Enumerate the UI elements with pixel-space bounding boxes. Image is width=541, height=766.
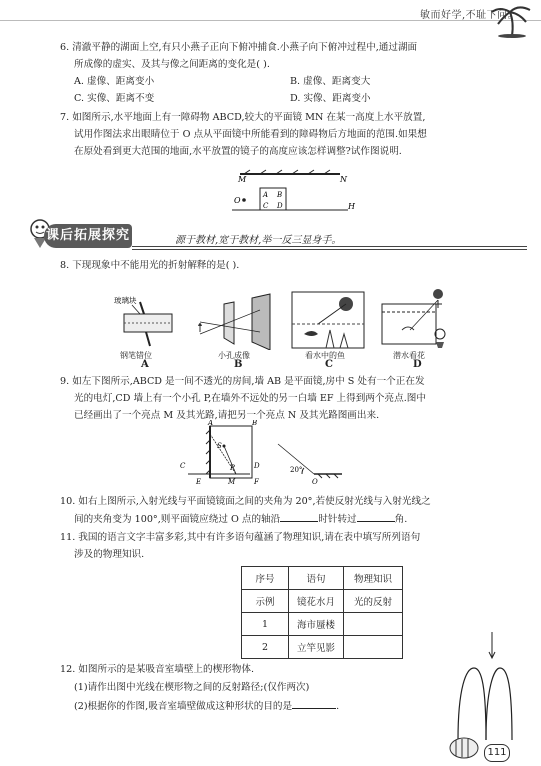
q8-caption-a: 钢笔错位 bbox=[120, 351, 152, 360]
q8-figure-d bbox=[380, 286, 452, 350]
q9-mirror-figure bbox=[274, 438, 344, 486]
section-rule-2 bbox=[132, 249, 527, 250]
table-row bbox=[242, 636, 403, 659]
table-answer-cell[interactable] bbox=[344, 613, 403, 636]
q8-figure-a bbox=[110, 292, 180, 350]
q8-figure-c bbox=[290, 290, 366, 350]
q7-label-b: B bbox=[277, 191, 283, 199]
q8-option-d: D bbox=[413, 359, 422, 370]
q10-blank-angle[interactable] bbox=[357, 511, 395, 522]
q8-option-b: B bbox=[234, 359, 243, 370]
table-header-row bbox=[242, 567, 403, 590]
table-cell: 示例 bbox=[242, 590, 289, 613]
q7-label-d: D bbox=[277, 202, 283, 210]
q8-caption-d: 潜水看花 bbox=[393, 351, 425, 360]
table-row bbox=[242, 613, 403, 636]
q8-caption-b: 小孔成像 bbox=[218, 351, 250, 360]
table-cell: 2 bbox=[242, 636, 289, 659]
header-motto: 敏而好学,不耻下问。 bbox=[420, 10, 519, 21]
q6-option-d: D. 实像、距离变小 bbox=[290, 93, 371, 104]
q6-line2: 所成像的虚实、及其与像之间距离的变化是( ). bbox=[74, 59, 270, 70]
q8-caption-c: 看水中的鱼 bbox=[305, 351, 345, 360]
table-row bbox=[242, 590, 403, 613]
section-subtitle: 源于教材,宽于教材,举一反三显身手。 bbox=[175, 235, 342, 246]
q10-line1: 10. 如右上图所示,入射光线与平面镜镜面之间的夹角为 20°,若使反射光线与入射光线之 bbox=[60, 496, 431, 507]
section-title: 课后拓展探究 bbox=[44, 224, 132, 248]
q7-label-o: O bbox=[234, 196, 241, 205]
q10-text-b: 时针转过 bbox=[318, 514, 357, 525]
q9-line1: 9. 如左下图所示,ABCD 是一间不透光的房间,墙 AB 是平面镜,房中 S 处有一个正在发 bbox=[60, 376, 425, 387]
table-header-cell: 语句 bbox=[289, 567, 344, 590]
table-answer-cell[interactable] bbox=[344, 636, 403, 659]
q9-label-b: B bbox=[252, 420, 258, 427]
q7-line1: 7. 如图所示,水平地面上有一障碍物 ABCD,较大的平面镜 MN 在某一高度上水平放置, bbox=[60, 112, 426, 123]
page-decoration-icon bbox=[448, 736, 482, 760]
q7-figure bbox=[230, 168, 360, 220]
table-cell: 海市蜃楼 bbox=[289, 613, 344, 636]
q8-glass-label: 玻璃块 bbox=[114, 296, 137, 305]
palm-tree-icon bbox=[490, 2, 534, 38]
q9-line2: 光的电灯,CD 墙上有一个小孔 P,在墙外不远处的另一白墙 EF 上得到两个亮点.图中 bbox=[74, 393, 426, 404]
table-cell: 1 bbox=[242, 613, 289, 636]
q11-table bbox=[241, 566, 403, 659]
q12-line3 bbox=[74, 698, 339, 715]
q9-label-angle: 20° bbox=[290, 466, 303, 474]
q9-label-e: E bbox=[196, 478, 202, 486]
q9-label-c: C bbox=[180, 462, 186, 470]
q10-text-a: 间的夹角变为 100°,则平面镜应绕过 O 点的轴沿 bbox=[74, 514, 281, 525]
q10-text-c: 角. bbox=[394, 514, 408, 525]
q6-line1: 6. 清澈平静的湖面上空,有只小燕子正向下俯冲捕食.小燕子向下俯冲过程中,通过湖面 bbox=[60, 42, 418, 53]
q9-label-s: S bbox=[217, 442, 222, 450]
q10-blank-direction[interactable] bbox=[280, 511, 318, 522]
section-rule bbox=[132, 246, 527, 247]
q12-text: (2)根据你的作图,吸音室墙壁做成这种形状的目的是 bbox=[74, 701, 293, 712]
q7-label-a: A bbox=[263, 191, 269, 199]
q9-label-d: D bbox=[254, 462, 260, 470]
q7-line2: 试用作图法求出眼睛位于 O 点从平面镜中所能看到的障碍物后方地面的范围.如果想 bbox=[74, 129, 427, 140]
q7-label-m: M bbox=[238, 175, 247, 184]
table-cell: 立竿见影 bbox=[289, 636, 344, 659]
q9-room-figure bbox=[172, 420, 268, 488]
q8-line1: 8. 下现现象中不能用光的折射解释的是( ). bbox=[60, 260, 240, 271]
q8-option-c: C bbox=[325, 359, 333, 370]
q9-label-o: O bbox=[312, 478, 318, 486]
q11-line1: 11. 我国的语言文字丰富多彩,其中有许多语句蕴涵了物理知识,请在表中填写所列语句 bbox=[60, 532, 421, 543]
q9-label-f: F bbox=[254, 478, 259, 486]
q11-line2: 涉及的物理知识. bbox=[74, 549, 145, 560]
q9-label-a: A bbox=[208, 420, 214, 427]
q9-label-m: M bbox=[228, 478, 236, 486]
q6-option-b: B. 虚像、距离变大 bbox=[290, 76, 371, 87]
table-cell: 光的反射 bbox=[344, 590, 403, 613]
q12-wedge-figure bbox=[452, 628, 514, 742]
q9-line3: 已经画出了一个亮点 M 及其光路,请把另一个亮点 N 及其光路图画出来. bbox=[74, 410, 380, 421]
q7-label-n: N bbox=[340, 175, 347, 184]
q7-label-h: H bbox=[348, 202, 355, 211]
q6-option-c: C. 实像、距离不变 bbox=[74, 93, 155, 104]
q10-line2 bbox=[74, 511, 407, 528]
q12-line1: 12. 如图所示的是某吸音室墙壁上的楔形物体. bbox=[60, 664, 255, 675]
q9-label-p: P bbox=[230, 464, 235, 472]
q7-line3: 在原处看到更大范围的地面,水平放置的镜子的高度应该怎样调整?试作图说明. bbox=[74, 146, 402, 157]
table-header-cell: 序号 bbox=[242, 567, 289, 590]
q7-label-c: C bbox=[263, 202, 269, 210]
q8-figure-b bbox=[194, 292, 276, 350]
q12-blank-purpose[interactable] bbox=[292, 698, 336, 709]
page-number: 111 bbox=[484, 744, 510, 762]
q8-option-a: A bbox=[141, 359, 149, 370]
q12-line2: (1)请作出图中光线在楔形物之间的反射路径;(仅作两次) bbox=[74, 682, 310, 693]
q6-option-a: A. 虚像、距离变小 bbox=[74, 76, 155, 87]
q12-end: . bbox=[336, 701, 340, 712]
table-header-cell: 物理知识 bbox=[344, 567, 403, 590]
table-cell: 镜花水月 bbox=[289, 590, 344, 613]
